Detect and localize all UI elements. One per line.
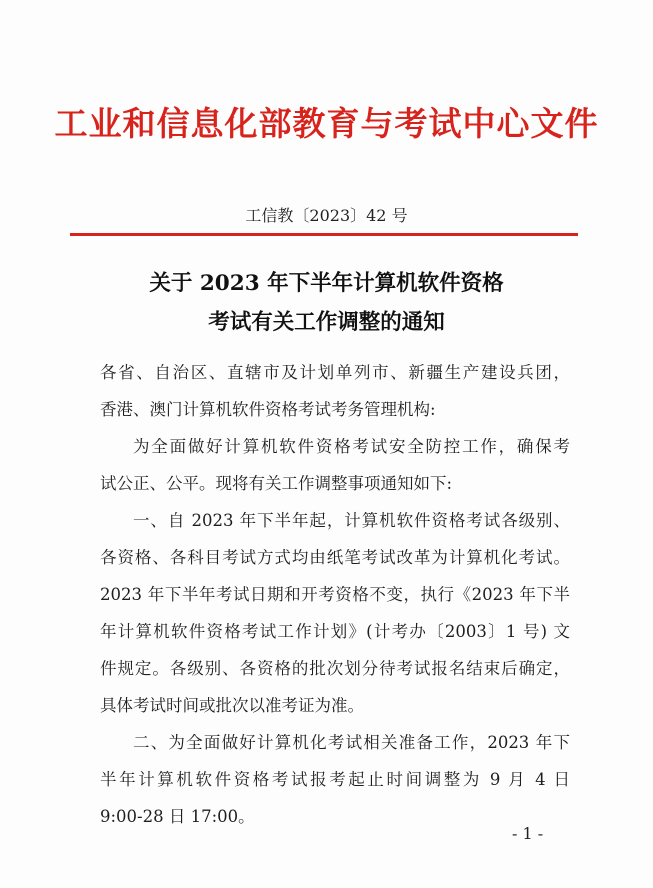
issuer-header: 工业和信息化部教育与考试中心文件 [54, 104, 599, 143]
body-line-item1-1: 一、自 2023 年下半年起，计算机软件资格考试各级别、 [133, 511, 570, 530]
body-line-item2-3: 9:00-28 日 17:00。 [100, 807, 255, 826]
body-line-intro-2: 试公正、公平。现将有关工作调整事项通知如下: [100, 474, 453, 493]
body-line-item2-2: 半年计算机软件资格考试报考起止时间调整为 9 月 4 日 [100, 770, 570, 789]
body-line-addressee-2: 香港、澳门计算机软件资格考试考务管理机构: [100, 400, 436, 419]
notice-title-line-2: 考试有关工作调整的通知 [208, 310, 445, 335]
body-line-item1-3: 2023 年下半年考试日期和开考资格不变，执行《2023 年下半 [100, 585, 570, 604]
red-divider-line [70, 233, 578, 236]
body-line-item1-6: 具体考试时间或批次以准考证为准。 [100, 696, 364, 715]
body-line-item1-2: 各资格、各科目考试方式均由纸笔考试改革为计算机化考试。 [100, 548, 570, 567]
body-line-item2-1: 二、为全面做好计算机化考试相关准备工作，2023 年下 [133, 733, 570, 752]
body-line-item1-4: 年计算机软件资格考试工作计划》(计考办〔2003〕1 号) 文 [100, 622, 570, 641]
document-number: 工信教〔2023〕42 号 [245, 206, 408, 225]
body-line-intro-1: 为全面做好计算机软件资格考试安全防控工作，确保考 [133, 437, 570, 456]
body-line-item1-5: 件规定。各级别、各资格的批次划分待考试报名结束后确定， [100, 659, 570, 678]
page-number: - 1 - [512, 824, 544, 843]
body-line-addressee-1: 各省、自治区、直辖市及计划单列市、新疆生产建设兵团， [100, 363, 570, 382]
notice-title-line-1: 关于 2023 年下半年计算机软件资格 [149, 271, 504, 296]
